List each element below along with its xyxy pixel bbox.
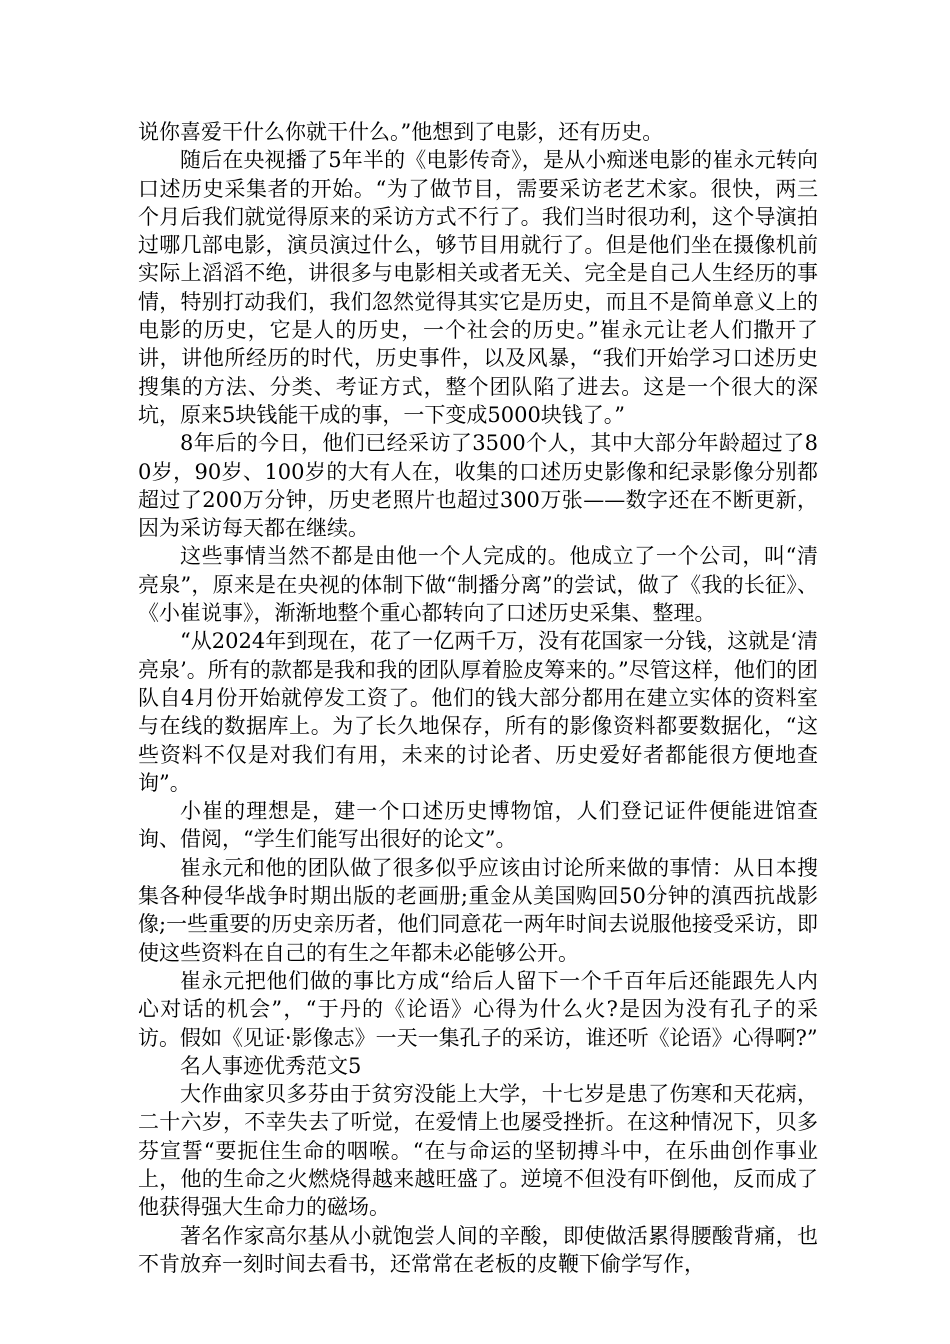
paragraph-5: “从2024年到现在，花了一亿两千万，没有花国家一分钱，这就是‘清亮泉’。所有的款都是我和我的团队厚着脸皮筹来的。”尽管这样，他们的团队自4月份开始就停发工资了。他们的钱大部分都用在建立实体的资料室与在线的数据库上。为了长久地保存，所有的影像资料都要数据化，“这些资料不仅是对我们有用，未来的讨论者、历史爱好者都能很方便地查询”。 <box>138 629 818 795</box>
paragraph-7: 崔永元和他的团队做了很多似乎应该由讨论所来做的事情：从日本搜集各种侵华战争时期出版的老画册;重金从美国购回50分钟的滇西抗战影像;一些重要的历史亲历者，他们同意花一两年时间去说服他接受采访，即使这些资料在自己的有生之年都未必能够公开。 <box>138 855 818 965</box>
paragraph-1: 说你喜爱干什么你就干什么。”他想到了电影，还有历史。 <box>138 120 664 144</box>
paragraph-4: 这些事情当然不都是由他一个人完成的。他成立了一个公司，叫“清亮泉”，原来是在央视的体制下做“制播分离”的尝试，做了《我的长征》、《小崔说事》，渐渐地整个重心都转向了口述历史采集、整理。 <box>138 544 818 626</box>
paragraph-6: 小崔的理想是，建一个口述历史博物馆，人们登记证件便能进馆查询、借阅，“学生们能写出很好的论文”。 <box>138 799 818 852</box>
paragraph-9: 大作曲家贝多芬由于贫穷没能上大学，十七岁是患了伤寒和天花病，二十六岁，不幸失去了听觉，在爱情上也屡受挫折。在这种情况下，贝多芬宣誓“要扼住生命的咽喉。“在与命运的坚韧搏斗中，在乐曲创作事业上，他的生命之火燃烧得越来越旺盛了。逆境不但没有吓倒他，反而成了他获得强大生命力的磁场。 <box>138 1082 818 1220</box>
document-body <box>138 118 818 1278</box>
paragraph-8: 崔永元把他们做的事比方成“给后人留下一个千百年后还能跟先人内心对话的机会”，“于丹的《论语》心得为什么火?是因为没有孔子的采访。假如《见证·影像志》一天一集孔子的采访，谁还听《论语》心得啊?” <box>138 968 818 1050</box>
paragraph-10: 著名作家高尔基从小就饱尝人间的辛酸，即使做活累得腰酸背痛，也不肯放弃一刻时间去看书，还常常在老板的皮鞭下偷学写作， <box>138 1223 818 1276</box>
section-heading: 名人事迹优秀范文5 <box>180 1053 362 1078</box>
paragraph-3: 8年后的今日，他们已经采访了3500个人，其中大部分年龄超过了80岁，90岁、100岁的大有人在，收集的口述历史影像和纪录影像分别都超过了200万分钟，历史老照片也超过300万张——数字还在不断更新，因为采访每天都在继续。 <box>138 431 818 541</box>
paragraph-2: 随后在央视播了5年半的《电影传奇》，是从小痴迷电影的崔永元转向口述历史采集者的开始。“为了做节目，需要采访老艺术家。很快，两三个月后我们就觉得原来的采访方式不行了。我们当时很功利，这个导演拍过哪几部电影，演员演过什么，够节目用就行了。但是他们坐在摄像机前实际上滔滔不绝，讲很多与电影相关或者无关、完全是自己人生经历的事情，特别打动我们，我们忽然觉得其实它是历史，而且不是简单意义上的电影的历史，它是人的历史，一个社会的历史。”崔永元让老人们撒开了讲，讲他所经历的时代，历史事件，以及风暴，“我们开始学习口述历史搜集的方法、分类、考证方式，整个团队陷了进去。这是一个很大的深坑，原来5块钱能干成的事，一下变成5000块钱了。” <box>138 148 818 427</box>
